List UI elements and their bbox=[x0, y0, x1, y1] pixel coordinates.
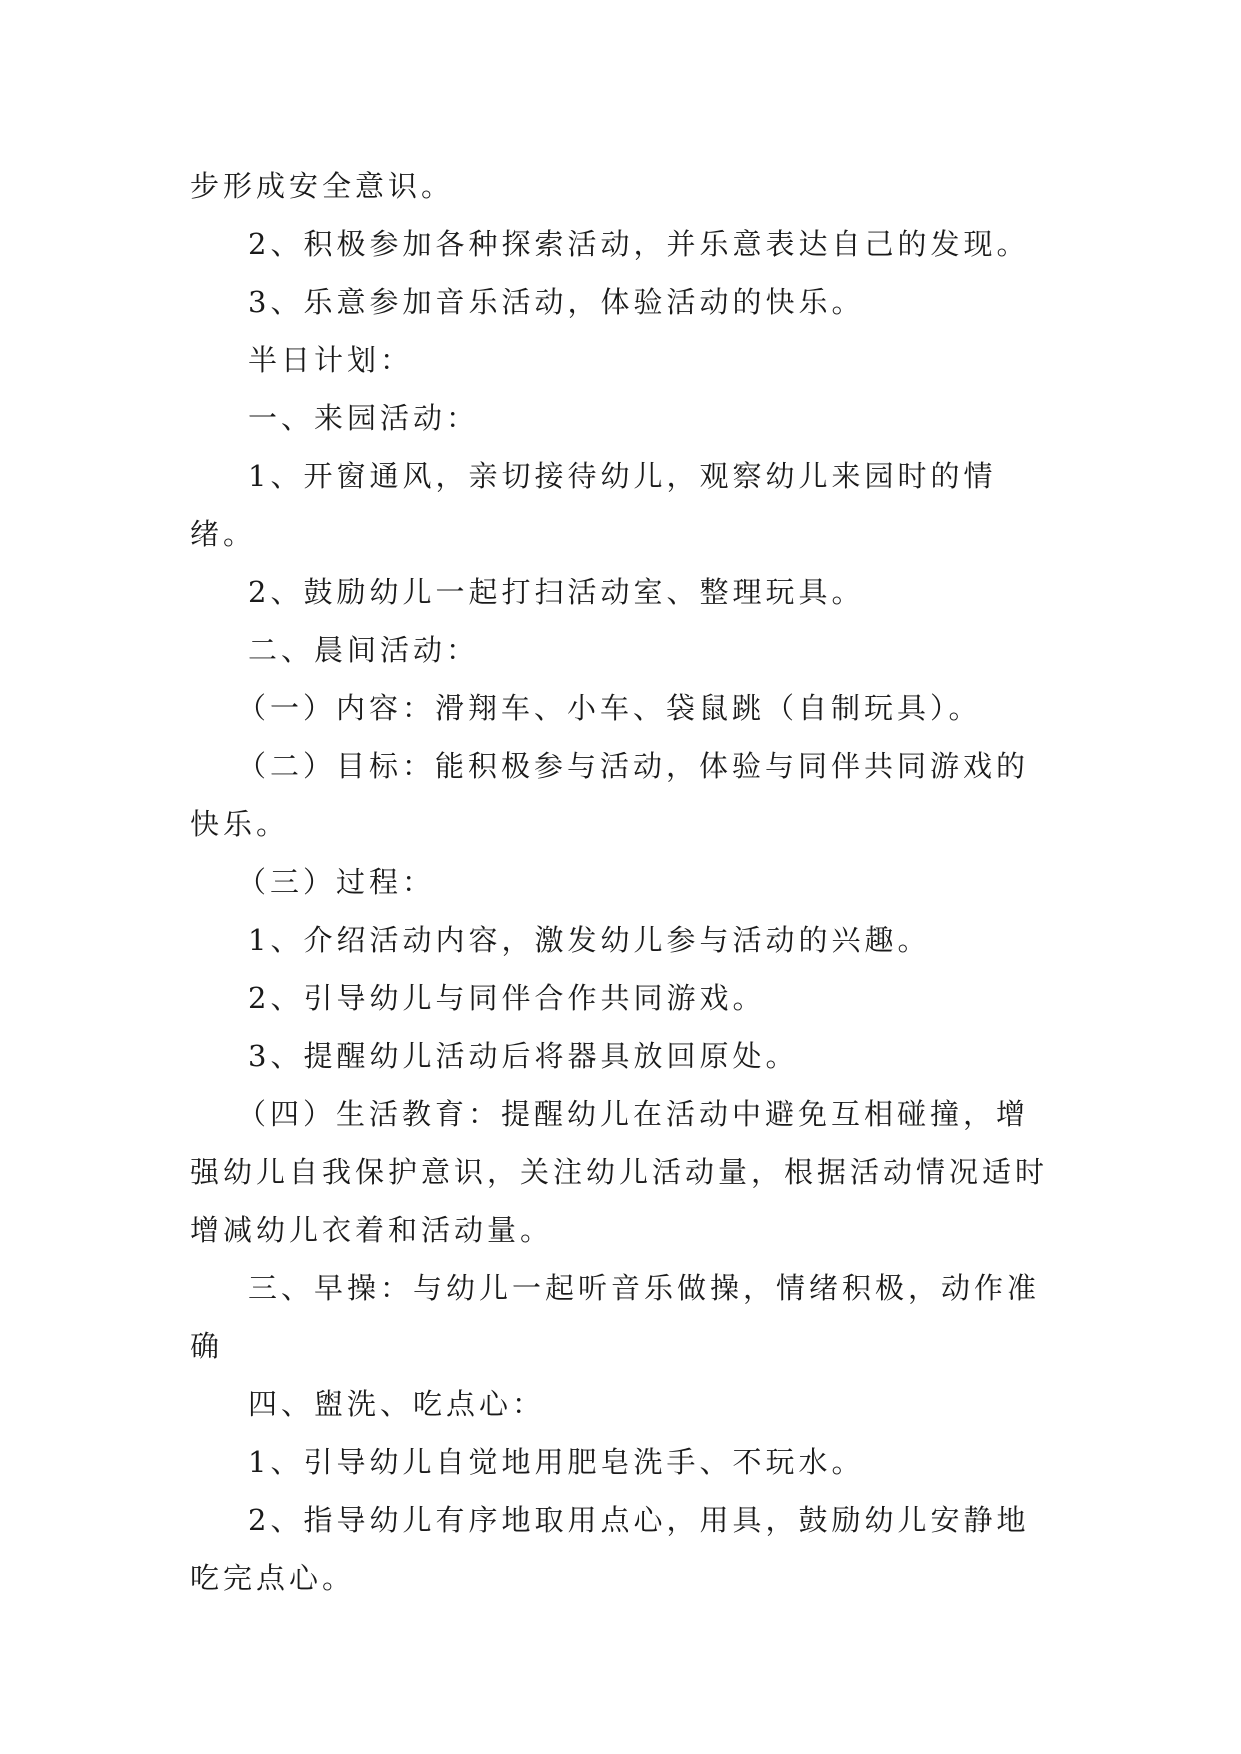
paragraph: 1、介绍活动内容，激发幼儿参与活动的兴趣。 bbox=[248, 923, 931, 957]
paragraph: 2、鼓励幼儿一起打扫活动室、整理玩具。 bbox=[248, 575, 865, 609]
paragraph: （二）目标：能积极参与活动，体验与同伴共同游戏的快乐。 bbox=[190, 749, 1030, 841]
section-heading: 一、来园活动： bbox=[248, 401, 480, 435]
paragraph: 步形成安全意识。 bbox=[190, 169, 455, 203]
paragraph: 3、乐意参加音乐活动，体验活动的快乐。 bbox=[248, 285, 865, 319]
paragraph: （三）过程： bbox=[237, 865, 436, 899]
paragraph: 1、开窗通风，亲切接待幼儿，观察幼儿来园时的情绪。 bbox=[190, 459, 997, 551]
paragraph: （四）生活教育：提醒幼儿在活动中避免互相碰撞，增强幼儿自我保护意识，关注幼儿活动量，根据活动情况适时增减幼儿衣着和活动量。 bbox=[190, 1097, 1049, 1247]
section-heading: 半日计划： bbox=[248, 343, 414, 377]
section-heading: 四、盥洗、吃点心： bbox=[248, 1387, 546, 1421]
paragraph: 2、指导幼儿有序地取用点心，用具，鼓励幼儿安静地吃完点心。 bbox=[190, 1503, 1030, 1595]
section-heading: 二、晨间活动： bbox=[248, 633, 480, 667]
paragraph: 2、引导幼儿与同伴合作共同游戏。 bbox=[248, 981, 766, 1015]
paragraph: 2、积极参加各种探索活动，并乐意表达自己的发现。 bbox=[248, 227, 1030, 261]
paragraph: 1、引导幼儿自觉地用肥皂洗手、不玩水。 bbox=[248, 1445, 865, 1479]
section-heading: 三、早操：与幼儿一起听音乐做操，情绪积极，动作准确 bbox=[190, 1271, 1041, 1363]
document-body bbox=[190, 157, 1050, 1607]
paragraph: 3、提醒幼儿活动后将器具放回原处。 bbox=[248, 1039, 799, 1073]
paragraph: （一）内容：滑翔车、小车、袋鼠跳（自制玩具）。 bbox=[237, 691, 982, 725]
